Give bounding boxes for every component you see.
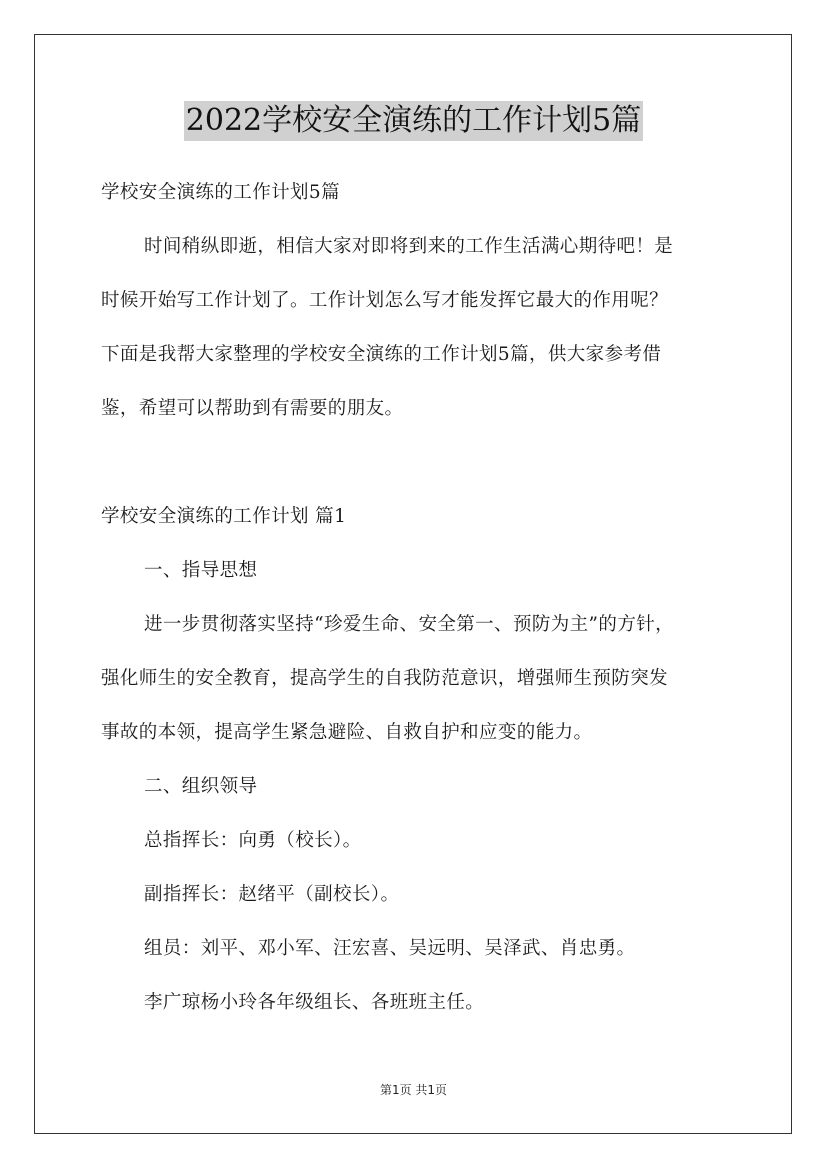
- part1-heading: 一、指导思想: [144, 560, 258, 581]
- part2-line-2: 副指挥长：赵绪平（副校长）。: [144, 884, 400, 905]
- title-container: [0, 101, 827, 141]
- document-title: 2022学校安全演练的工作计划5篇: [184, 101, 643, 141]
- document-subtitle: 学校安全演练的工作计划5篇: [101, 182, 340, 203]
- part1-line-3: 事故的本领，提高学生紧急避险、自救自护和应变的能力。: [101, 722, 593, 743]
- part1-line-1: 进一步贯彻落实坚持“珍爱生命、安全第一、预防为主”的方针，: [144, 614, 675, 635]
- part2-heading: 二、组织领导: [144, 776, 258, 797]
- page-number-footer: 第1页 共1页: [379, 1083, 448, 1097]
- part2-line-1: 总指挥长：向勇（校长）。: [144, 830, 362, 851]
- intro-line-2: 时候开始写工作计划了。工作计划怎么写才能发挥它最大的作用呢？: [101, 290, 669, 311]
- part2-line-3: 组员：刘平、邓小军、汪宏喜、吴远明、吴泽武、肖忠勇。: [144, 938, 636, 959]
- part2-line-4: 李广琼杨小玲各年级组长、各班班主任。: [144, 992, 485, 1013]
- intro-line-1: 时间稍纵即逝，相信大家对即将到来的工作生活满心期待吧！是: [144, 236, 674, 257]
- section-heading: 学校安全演练的工作计划 篇1: [101, 506, 347, 527]
- part1-line-2: 强化师生的安全教育，提高学生的自我防范意识，增强师生预防突发: [101, 668, 669, 689]
- intro-line-4: 鉴，希望可以帮助到有需要的朋友。: [101, 398, 404, 419]
- intro-line-3: 下面是我帮大家整理的学校安全演练的工作计划5篇，供大家参考借: [101, 344, 662, 365]
